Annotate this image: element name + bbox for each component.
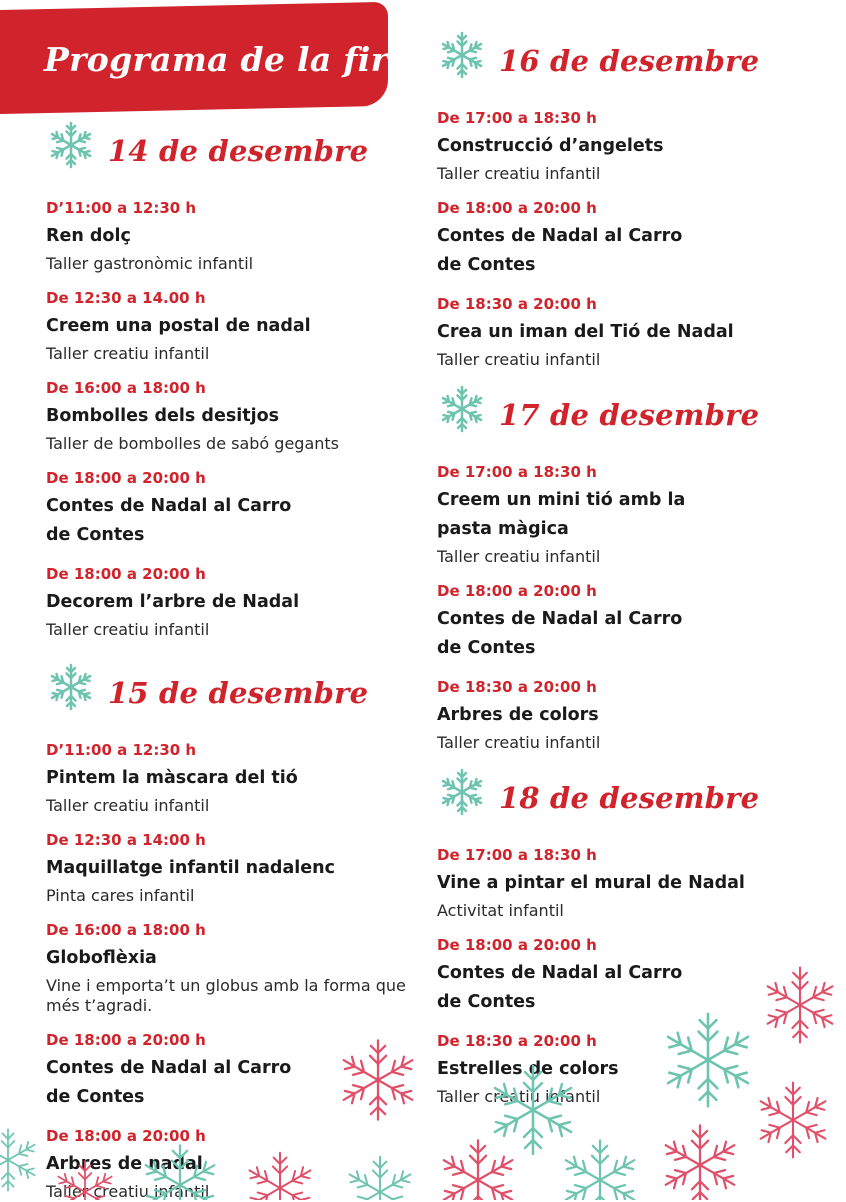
day-title: 18 de desembre (499, 781, 760, 815)
event-item (437, 108, 827, 184)
day-header (46, 120, 426, 184)
snowflake-icon (440, 1140, 517, 1200)
event-desc: Taller creatiu infantil (437, 733, 601, 752)
event-desc: Taller creatiu infantil (46, 1182, 210, 1201)
event-item (437, 677, 827, 753)
snowflake-icon (662, 1125, 739, 1200)
event-item (437, 581, 827, 663)
page-title: Programa de la fira: (44, 40, 423, 79)
event-time: De 18:00 a 20:00 h (46, 1127, 206, 1145)
event-item (437, 1031, 827, 1107)
event-desc: Taller creatiu infantil (437, 1087, 601, 1106)
event-time: De 12:30 a 14:00 h (46, 831, 206, 849)
snowflake-icon (437, 384, 487, 434)
day-title: 14 de desembre (108, 134, 369, 168)
event-desc: Taller gastronòmic infantil (46, 254, 254, 273)
event-name: Vine a pintar el mural de Nadal (437, 873, 745, 893)
day-header (437, 767, 827, 831)
event-name: Arbres de nadal (46, 1154, 203, 1174)
event-item (46, 740, 426, 816)
day-section (437, 30, 827, 370)
right-column (437, 30, 827, 1107)
day-title: 16 de desembre (499, 44, 760, 78)
event-desc: Taller creatiu infantil (46, 344, 210, 363)
event-desc: Activitat infantil (437, 901, 564, 920)
snowflake-icon (562, 1140, 639, 1200)
event-time: De 17:00 a 18:30 h (437, 846, 597, 864)
event-desc: Taller creatiu infantil (46, 620, 210, 639)
event-name: Globoflèxia (46, 948, 157, 968)
snowflake-icon (437, 767, 487, 817)
event-time: De 16:00 a 18:00 h (46, 379, 206, 397)
event-name: Estrelles de colors (437, 1059, 619, 1079)
event-name: Contes de Nadal al Carro de Contes (437, 226, 683, 275)
event-time: De 18:00 a 20:00 h (437, 582, 597, 600)
event-desc: Taller creatiu infantil (437, 547, 601, 566)
event-item (46, 920, 426, 1016)
event-item (437, 935, 827, 1017)
event-desc: Taller de bombolles de sabó gegants (46, 434, 340, 453)
event-desc: Taller creatiu infantil (437, 350, 601, 369)
day-section (437, 767, 827, 1107)
event-name: Crea un iman del Tió de Nadal (437, 322, 734, 342)
event-time: De 18:30 a 20:00 h (437, 1032, 597, 1050)
event-name: Arbres de colors (437, 705, 599, 725)
event-item (46, 1030, 426, 1112)
event-item (437, 198, 827, 280)
day-header (46, 662, 426, 726)
event-desc: Vine i emporta’t un globus amb la forma que més t’agradi. (46, 976, 406, 1015)
event-time: De 12:30 a 14.00 h (46, 289, 206, 307)
event-name: Contes de Nadal al Carro de Contes (437, 609, 683, 658)
event-time: De 18:00 a 20:00 h (46, 565, 206, 583)
event-item (437, 845, 827, 921)
event-name: Construcció d’angelets (437, 136, 664, 156)
event-item (437, 294, 827, 370)
day-header (437, 30, 827, 94)
event-name: Pintem la màscara del tió (46, 768, 298, 788)
day-title: 15 de desembre (108, 676, 369, 710)
event-desc: Pinta cares infantil (46, 886, 195, 905)
event-time: De 16:00 a 18:00 h (46, 921, 206, 939)
event-item (437, 462, 827, 567)
event-time: De 18:00 a 20:00 h (46, 469, 206, 487)
snowflake-icon (437, 30, 487, 80)
day-title: 17 de desembre (499, 398, 760, 432)
day-section (46, 662, 426, 1202)
event-name: Ren dolç (46, 226, 131, 246)
event-item (46, 288, 426, 364)
event-time: D’11:00 a 12:30 h (46, 199, 197, 217)
snowflake-icon (46, 120, 96, 170)
event-name: Contes de Nadal al Carro de Contes (437, 963, 683, 1012)
event-item (46, 830, 426, 906)
event-time: De 18:00 a 20:00 h (437, 199, 597, 217)
snowflake-icon (46, 662, 96, 712)
event-time: De 18:30 a 20:00 h (437, 295, 597, 313)
event-name: Creem una postal de nadal (46, 316, 311, 336)
event-item (46, 564, 426, 640)
event-time: De 18:00 a 20:00 h (437, 936, 597, 954)
event-name: Decorem l’arbre de Nadal (46, 592, 300, 612)
day-header (437, 384, 827, 448)
left-column (46, 120, 426, 1202)
event-item (46, 468, 426, 550)
event-name: Bombolles dels desitjos (46, 406, 280, 426)
event-time: De 17:00 a 18:30 h (437, 109, 597, 127)
event-name: Maquillatge infantil nadalenc (46, 858, 335, 878)
event-desc: Taller creatiu infantil (437, 164, 601, 183)
event-item (46, 198, 426, 274)
event-time: D’11:00 a 12:30 h (46, 741, 197, 759)
snowflake-icon (0, 1129, 38, 1191)
day-section (437, 384, 827, 753)
event-name: Creem un mini tió amb la pasta màgica (437, 490, 686, 539)
day-section (46, 120, 426, 640)
event-name: Contes de Nadal al Carro de Contes (46, 1058, 292, 1107)
event-time: De 18:00 a 20:00 h (46, 1031, 206, 1049)
event-time: De 17:00 a 18:30 h (437, 463, 597, 481)
event-time: De 18:30 a 20:00 h (437, 678, 597, 696)
event-item (46, 1126, 426, 1202)
event-name: Contes de Nadal al Carro de Contes (46, 496, 292, 545)
event-desc: Taller creatiu infantil (46, 796, 210, 815)
event-item (46, 378, 426, 454)
